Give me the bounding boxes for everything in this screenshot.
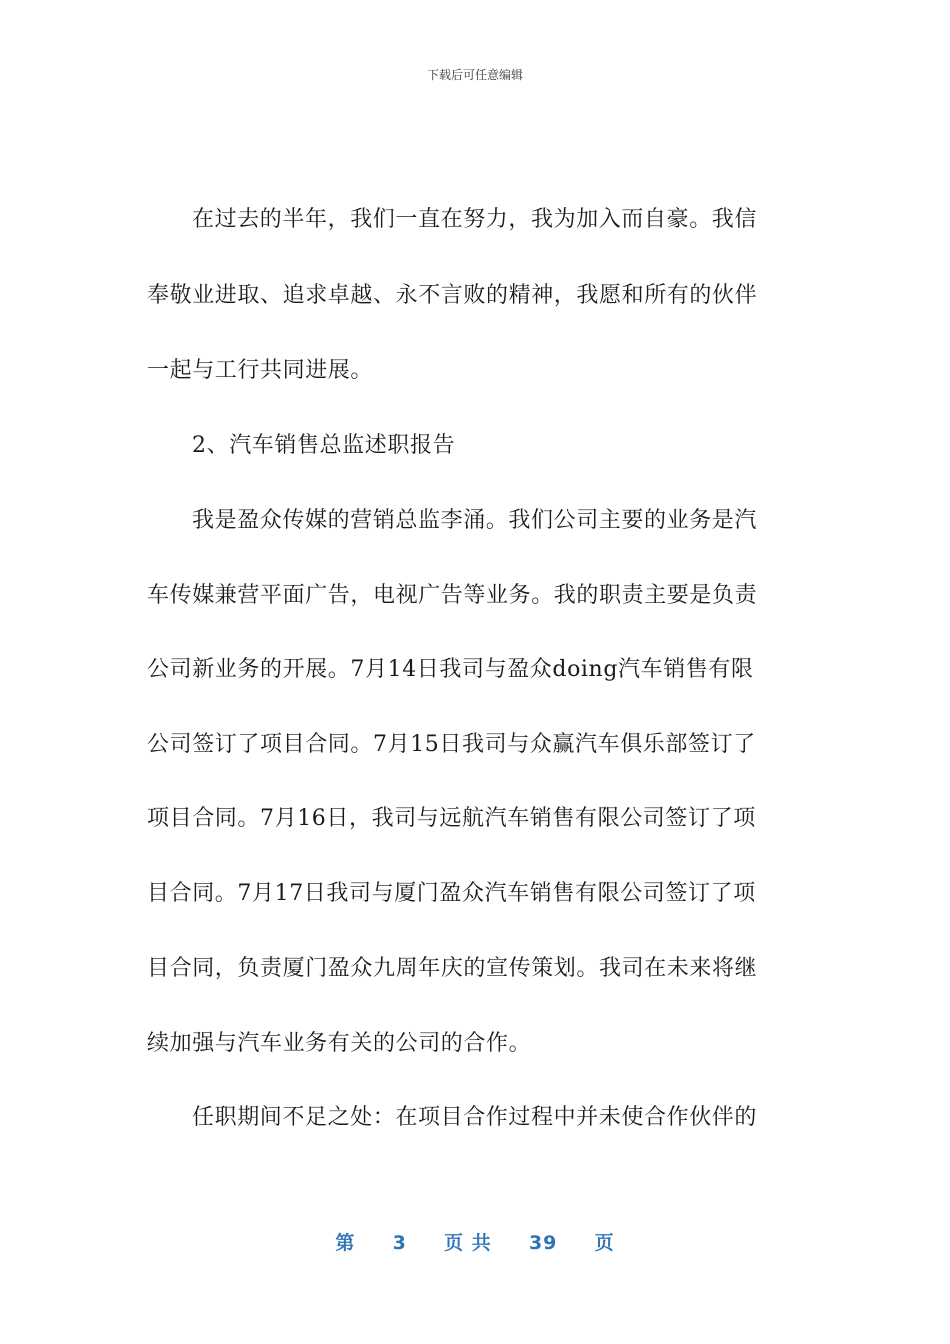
footer-suffix: 页 — [594, 1232, 615, 1254]
paragraph-3-line-8: 续加强与汽车业务有关的公司的合作。 — [147, 1031, 532, 1056]
paragraph-1-line-2: 奉敬业进取、追求卓越、永不言败的精神，我愿和所有的伙伴 — [147, 283, 758, 308]
footer-prefix: 第 — [335, 1232, 356, 1254]
header-note: 下载后可任意编辑 — [426, 68, 523, 82]
paragraph-1-line-3: 一起与工行共同进展。 — [147, 358, 374, 383]
paragraph-3-line-1: 我是盈众传媒的营销总监李涌。我们公司主要的业务是汽 — [192, 508, 758, 533]
current-page-number: 3 — [392, 1232, 407, 1254]
paragraph-3-line-5: 项目合同。7月16日，我司与远航汽车销售有限公司签订了项 — [147, 806, 756, 831]
total-pages-number: 39 — [528, 1232, 558, 1254]
paragraph-3-line-4: 公司签订了项目合同。7月15日我司与众赢汽车俱乐部签订了 — [147, 732, 756, 757]
paragraph-3-line-2: 车传媒兼营平面广告，电视广告等业务。我的职责主要是负责 — [147, 583, 758, 608]
paragraph-3-line-3: 公司新业务的开展。7月14日我司与盈众doing汽车销售有限 — [147, 657, 754, 682]
paragraph-1-line-1: 在过去的半年，我们一直在努力，我为加入而自豪。我信 — [192, 207, 758, 232]
section-heading: 2、汽车销售总监述职报告 — [192, 433, 456, 458]
paragraph-4-line-1: 任职期间不足之处：在项目合作过程中并未使合作伙伴的 — [192, 1105, 758, 1130]
paragraph-3-line-6: 目合同。7月17日我司与厦门盈众汽车销售有限公司签订了项 — [147, 881, 756, 906]
page-footer — [0, 1228, 950, 1255]
paragraph-3-line-7: 目合同，负责厦门盈众九周年庆的宣传策划。我司在未来将继 — [147, 956, 758, 981]
footer-middle: 页 共 — [444, 1232, 492, 1254]
